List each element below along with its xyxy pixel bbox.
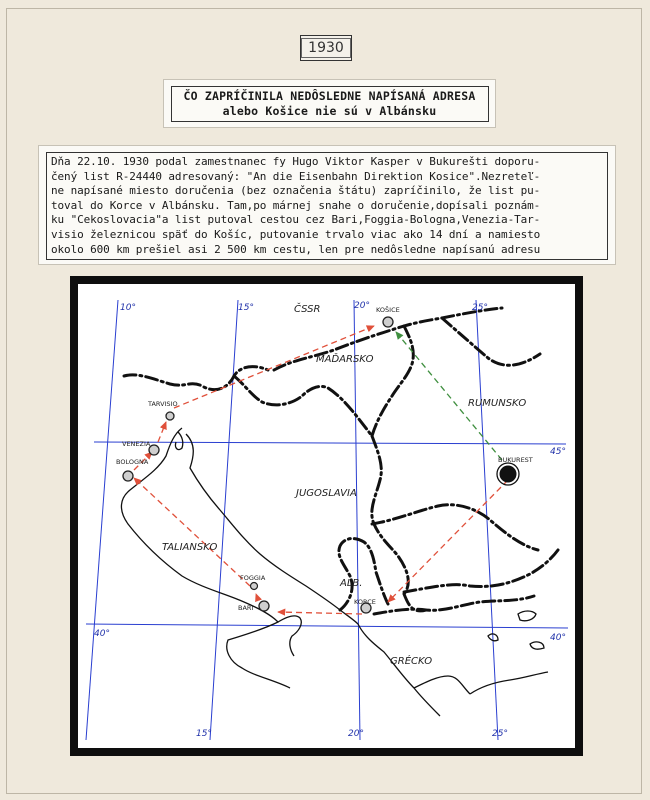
year-label: 1930 xyxy=(301,38,351,58)
title-line-2: alebo Košice nie sú v Albánsku xyxy=(222,103,437,118)
route-korce-bari xyxy=(278,612,362,614)
route-tarvisio-kosice xyxy=(174,326,374,408)
city-marker-venezia xyxy=(149,445,159,455)
border-romania-bulgaria xyxy=(404,550,558,592)
map-frame xyxy=(70,276,583,756)
degree-label-lon-top-15: 15° xyxy=(238,303,254,313)
title-line-1: ČO ZAPRÍČINILA NEDÔSLEDNE NAPÍSANÁ ADRESA xyxy=(183,88,476,103)
meridian-15 xyxy=(210,300,238,740)
degree-label-lon-top-25: 25° xyxy=(472,303,488,313)
city-marker-tarvisio xyxy=(166,412,174,420)
description-line-5: ku "Cekoslovacia"a list putoval cestou cez Bari,Foggia-Bologna,Venezia-Tar- xyxy=(51,213,541,227)
city-labels xyxy=(116,305,533,612)
city-label-foggia: FOGGIA xyxy=(240,574,266,582)
italy-heel xyxy=(278,616,301,656)
city-label-tarvisio: TARVISIO xyxy=(148,400,178,408)
title-frame xyxy=(171,86,489,122)
description-line-2: čený list R-24440 adresovaný: "An die Eisenbahn Direktion Kosice".Nezreteľ- xyxy=(51,169,541,183)
degree-label-lat-40-left: 40° xyxy=(94,629,110,639)
country-label-jugoslavia: JUGOSLAVIA xyxy=(296,488,357,499)
border-bulgaria-yugoslavia xyxy=(372,505,538,550)
coastlines xyxy=(121,428,548,716)
city-label-bukurest: BUKUREST xyxy=(498,456,533,464)
country-label-taliansko: TALIANSKO xyxy=(162,542,218,553)
border-greece xyxy=(374,596,534,614)
city-marker-bukurest xyxy=(500,466,516,482)
route-lines xyxy=(134,326,508,614)
degree-label-lon-bottom-15: 15° xyxy=(196,729,212,739)
description-line-4: toval do Korce v Albánsku. Tam,po márnej snahe o doručenie,dopísali poznám- xyxy=(51,198,541,212)
route-map xyxy=(78,284,575,748)
coordinate-grid xyxy=(86,300,568,740)
description-line-3: ne napísané miesto doručenia (bez označenia štátu) zapríčinilo, že list pu- xyxy=(51,184,541,198)
title-box xyxy=(163,79,496,128)
border-hungary-romania xyxy=(372,326,413,436)
degree-label-lon-top-20: 20° xyxy=(354,301,370,311)
route-venezia-tarvisio xyxy=(158,422,166,442)
greek-coast xyxy=(358,624,548,716)
description-line-1: Dňa 22.10. 1930 podal zamestnanec fy Hugo Viktor Kasper v Bukurešti doporu- xyxy=(51,155,541,168)
degree-label-lon-top-10: 10° xyxy=(120,303,136,313)
country-label-madarsko: MAĎARSKO xyxy=(316,354,374,365)
description-line-7: okolo 600 km prešiel asi 2 500 km cestu, len pre nedôsledne napísanú adresu xyxy=(51,242,541,256)
adriatic-east-coast xyxy=(186,434,358,624)
country-label-rumunsko: RUMUNSKO xyxy=(468,398,527,409)
description-frame xyxy=(46,152,608,260)
city-marker-foggia xyxy=(251,583,258,590)
description-box xyxy=(38,145,616,265)
city-marker-bologna xyxy=(123,471,133,481)
country-label-cssr: ČSSR xyxy=(294,304,321,315)
country-label-grecko: GRÉCKO xyxy=(390,656,433,667)
city-marker-bari xyxy=(259,601,269,611)
city-label-bari: BARI xyxy=(238,604,254,612)
country-labels xyxy=(162,302,526,667)
city-label-korce: KORCE xyxy=(354,598,376,606)
city-label-kosice: KOŠICE xyxy=(376,306,400,314)
degree-label-lon-bottom-25: 25° xyxy=(492,729,508,739)
year-label-box xyxy=(300,35,352,61)
degree-label-lat-45: 45° xyxy=(550,447,566,457)
meridian-20 xyxy=(354,300,360,740)
meridian-25 xyxy=(476,300,498,740)
aegean-islands xyxy=(488,611,544,649)
meridian-10 xyxy=(86,300,118,740)
border-yugoslavia-north xyxy=(234,376,372,436)
degree-label-lat-40-right: 40° xyxy=(550,633,566,643)
route-foggia-bologna xyxy=(134,478,250,586)
parallel-40 xyxy=(86,624,568,628)
city-marker-kosice xyxy=(383,317,393,327)
city-label-venezia: VENEZIA xyxy=(122,440,151,448)
parallel-45 xyxy=(94,442,566,444)
degree-label-lon-bottom-20: 20° xyxy=(348,729,364,739)
border-romania-north xyxy=(442,318,540,365)
istria-coast xyxy=(175,432,182,450)
city-label-bologna: BOLOGNA xyxy=(116,458,149,466)
description-line-6: visio železnicou späť do Košíc, putovanie trvalo viac ako 14 dní a namiesto xyxy=(51,227,541,241)
route-bukurest-kosice-direct xyxy=(396,332,502,460)
country-label-alb: ALB. xyxy=(340,578,363,589)
